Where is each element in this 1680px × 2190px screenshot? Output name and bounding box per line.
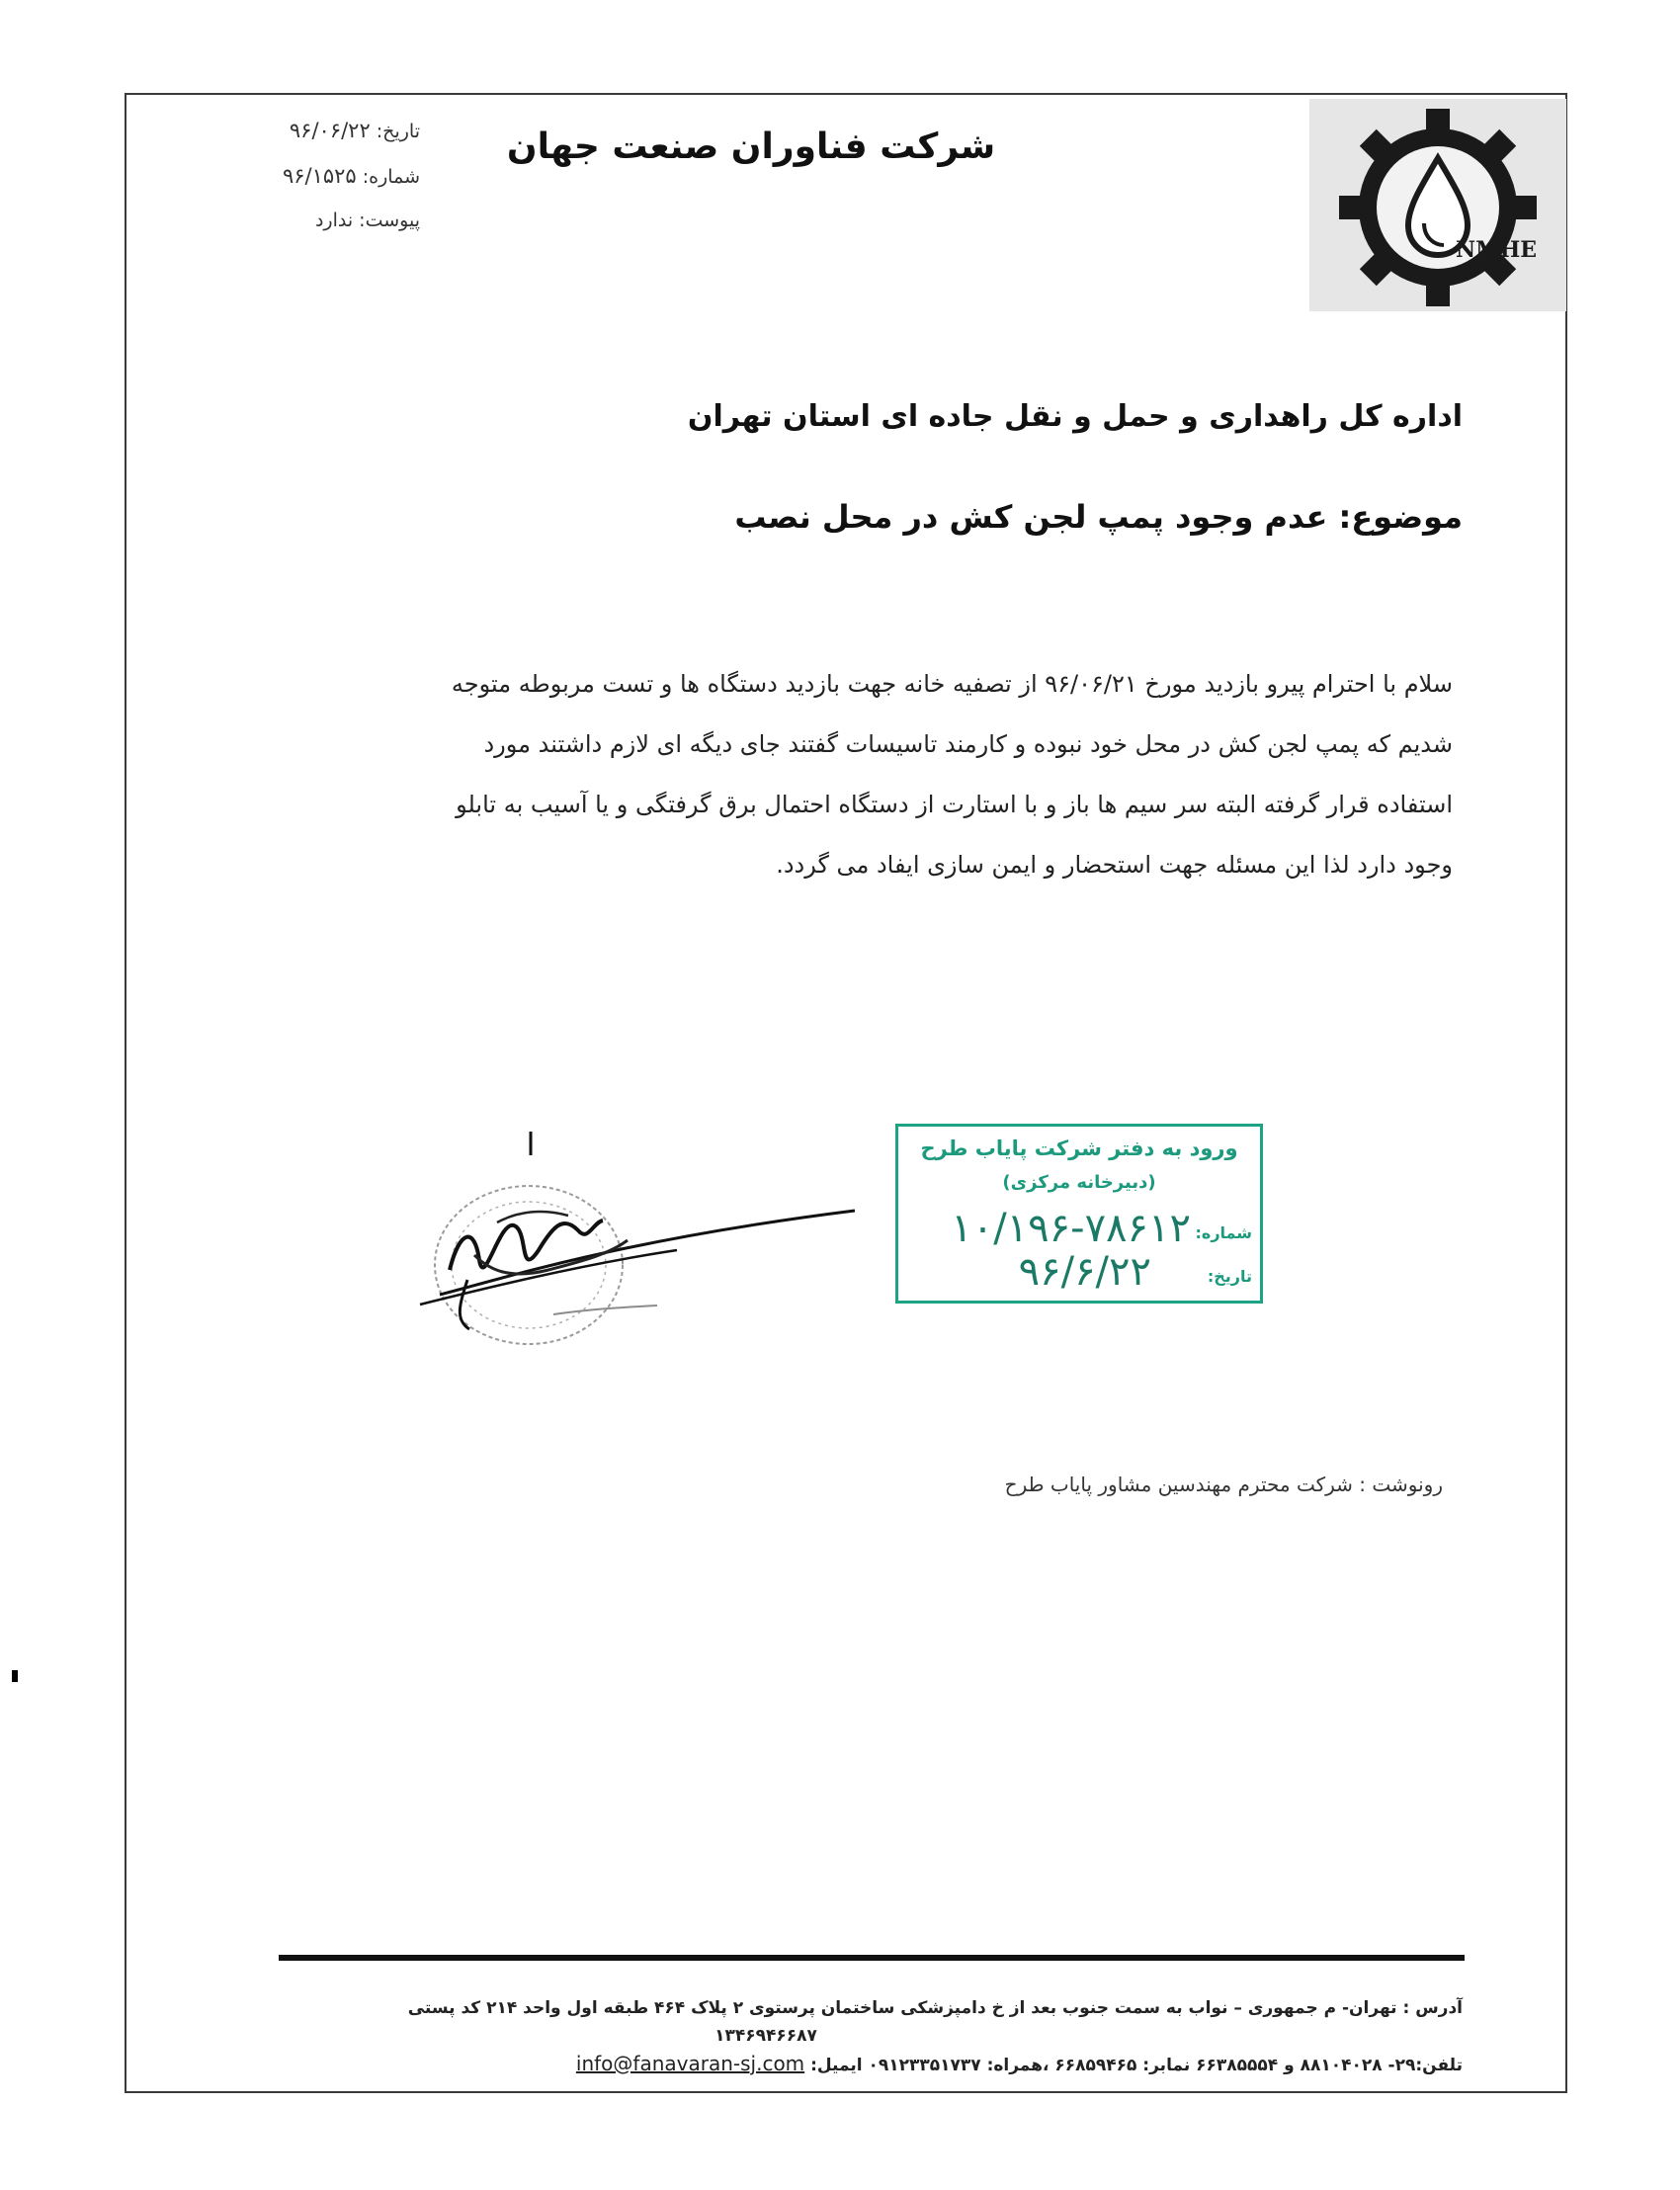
meta-number-value: ۹۶/۱۵۲۵ (282, 164, 357, 188)
subject: موضوع: عدم وجود پمپ لجن کش در محل نصب (734, 498, 1463, 536)
stamp-title: ورود به دفتر شرکت پایاب طرح (920, 1137, 1238, 1160)
recipient: اداره کل راهداری و حمل و نقل جاده ای استان تهران (687, 399, 1463, 434)
body-line: سلام با احترام پیرو بازدید مورخ ۹۶/۰۶/۲۱ از تصفیه خانه جهت بازدید دستگاه ها و تست مربوطه متوجه (451, 670, 1453, 698)
meta-date-value: ۹۶/۰۶/۲۲ (289, 119, 371, 142)
scan-edge-mark (12, 1670, 18, 1682)
body-line: شدیم که پمپ لجن کش در محل خود نبوده و کارمند تاسیسات گفتند جای دیگه ای لازم داشتند مورد (483, 730, 1453, 758)
stamp-subtitle: (دبیرخانه مرکزی) (1002, 1172, 1156, 1193)
signature (380, 1132, 894, 1369)
footer-email-link[interactable]: info@fanavaran-sj.com (575, 2052, 805, 2075)
footer (247, 1994, 1463, 2077)
meta-attachment-value: ندارد (314, 210, 354, 231)
meta-number (212, 164, 420, 210)
gear-drop-logo-icon (1309, 99, 1566, 311)
letter-meta (212, 119, 420, 255)
stamp-number-value: ۱۰/۱۹۶-۷۸۶۱۲ (951, 1206, 1191, 1251)
body-line: استفاده قرار گرفته البته سر سیم ها باز و با استارت از دستگاه احتمال برق گرفتگی و یا آسیب به تابلو (456, 791, 1453, 818)
page-frame (125, 93, 1567, 2093)
letter-body (267, 654, 1453, 895)
meta-attachment (212, 210, 420, 255)
cc-line: رونوشت : شرکت محترم مهندسین مشاور پایاب طرح (1004, 1473, 1443, 1496)
footer-divider (279, 1955, 1465, 1961)
stamp-date-value: ۹۶/۶/۲۲ (1018, 1249, 1151, 1295)
body-line: وجود دارد لذا این مسئله جهت استحضار و ایمن سازی ایفاد می گردد. (776, 851, 1453, 879)
footer-phones: تلفن:۲۹- ۸۸۱۰۴۰۲۸ و ۶۶۳۸۵۵۵۴ نمابر: ۶۶۸۵۹۴۶۵ ،همراه: ۰۹۱۲۳۳۵۱۷۳۷ ایمیل: (810, 2056, 1463, 2075)
signature-scribble-icon (380, 1132, 894, 1369)
stamp-number-label: شماره: (1195, 1223, 1252, 1242)
meta-date-label: تاریخ: (376, 121, 420, 142)
company-logo (1309, 99, 1566, 311)
footer-postcode: ۱۳۴۶۹۴۶۶۸۷ (714, 2026, 817, 2046)
logo-text: NMHE (1456, 237, 1538, 263)
footer-address: آدرس : تهران- م جمهوری – نواب به سمت جنوب بعد از خ دامپزشکی ساختمان پرستوی ۲ پلاک ۴۶۴ طبقه اول واحد ۲۱۴ کد پستی (407, 1998, 1463, 2018)
company-name: شرکت فناوران صنعت جهان (506, 126, 996, 167)
meta-date (212, 119, 420, 164)
received-stamp (895, 1124, 1263, 1304)
meta-attachment-label: پیوست: (359, 210, 420, 231)
footer-contact (247, 2050, 1463, 2077)
meta-number-label: شماره: (362, 166, 420, 188)
stamp-date-label: تاریخ: (1207, 1267, 1252, 1286)
